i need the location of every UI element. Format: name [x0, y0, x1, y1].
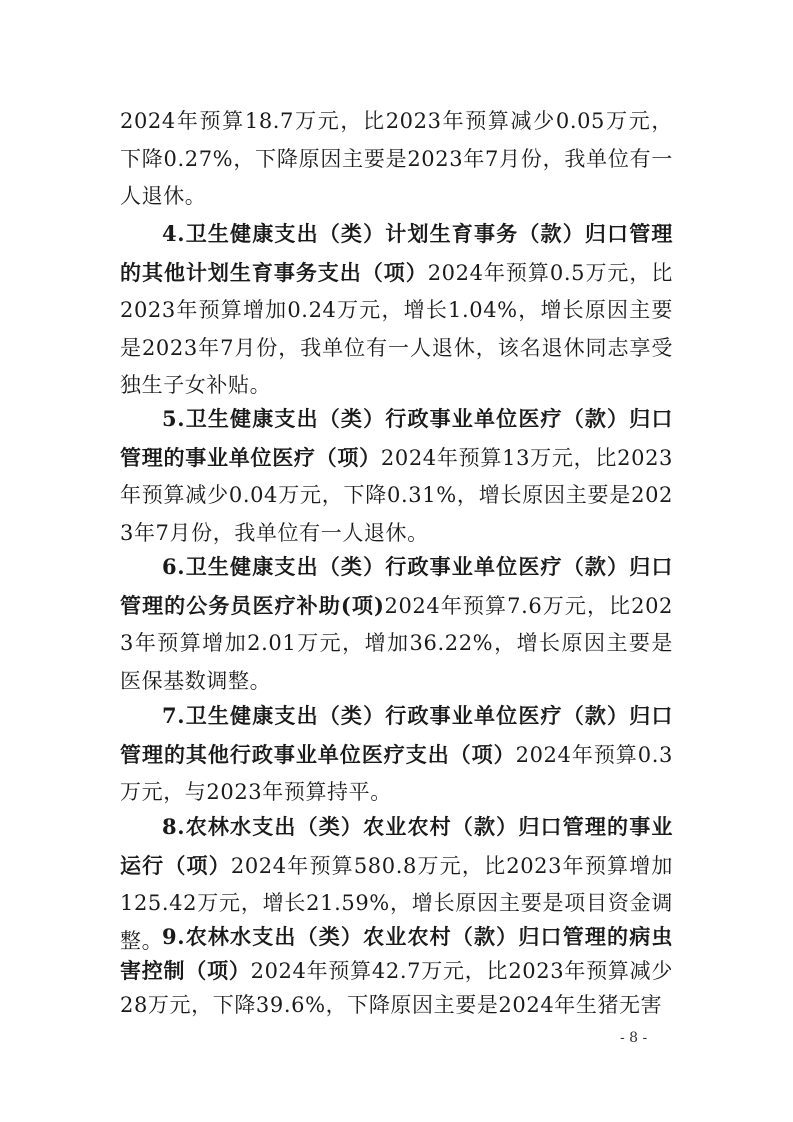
page-number: - 8 -	[620, 1030, 648, 1046]
paragraph-heading: 9.农林水支出（类）农业农村（款）归口管理的病虫害控制（项）	[120, 924, 673, 983]
paragraph-body: 2024年预算13万元，比2023年预算减少0.04万元，下降0.31%，增长原因主要是2023年7月份，我单位有一人退休。	[120, 445, 673, 545]
paragraph-body: 2024年预算7.6万元，比2023年预算增加2.01万元，增加36.22%，增长原因主要是医保基数调整。	[120, 593, 674, 693]
paragraph-item-4	[120, 215, 673, 405]
paragraph-item-9	[120, 920, 673, 1022]
paragraph-item-5	[120, 400, 673, 552]
paragraph-body: 2024年预算0.3万元，与2023年预算持平。	[120, 742, 673, 804]
paragraph-body: 2024年预算0.5万元，比2023年预算增加0.24万元，增长1.04%，增长原因主要是2023年7月份，我单位有一人退休，该名退休同志享受独生子女补贴。	[120, 260, 673, 397]
paragraph-continuation	[120, 103, 673, 216]
paragraph-heading: 5.卫生健康支出（类）行政事业单位医疗（款）归口管理的事业单位医疗（项）	[120, 406, 673, 470]
paragraph-heading: 8.农林水支出（类）农业农村（款）归口管理的事业运行（项）	[120, 814, 673, 878]
paragraph-body: 2024年预算42.7万元，比2023年预算减少28万元，下降39.6%，下降原因主要是2024年生猪无害	[120, 959, 673, 1017]
paragraph-heading: 4.卫生健康支出（类）计划生育事务（款）归口管理的其他计划生育事务支出（项）	[120, 221, 673, 285]
paragraph-item-7	[120, 697, 673, 812]
paragraph-heading: 6.卫生健康支出（类）行政事业单位医疗（款）归口管理的公务员医疗补助(项)	[120, 554, 673, 618]
paragraph-body: 2024年预算580.8万元，比2023年预算增加125.42万元，增长21.59%，增长原因主要是项目资金调整。	[120, 853, 673, 953]
paragraph-item-6	[120, 548, 673, 700]
paragraph-body: 2024年预算18.7万元，比2023年预算减少0.05万元，下降0.27%，下降原因主要是2023年7月份，我单位有一人退休。	[120, 109, 673, 208]
paragraph-heading: 7.卫生健康支出（类）行政事业单位医疗（款）归口管理的其他行政事业单位医疗支出（项）	[120, 703, 673, 767]
